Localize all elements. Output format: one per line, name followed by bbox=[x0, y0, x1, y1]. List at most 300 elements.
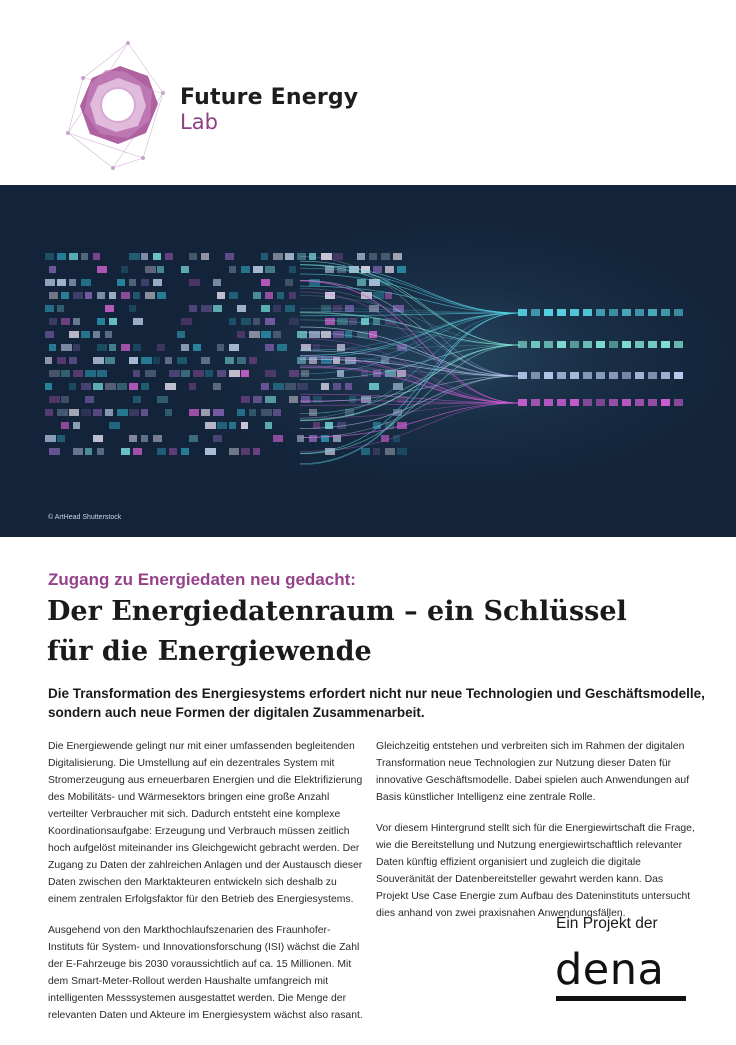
output-block bbox=[544, 399, 553, 406]
data-block bbox=[345, 331, 352, 338]
data-block bbox=[205, 448, 216, 455]
data-block bbox=[81, 383, 91, 390]
output-block bbox=[661, 309, 670, 316]
data-block bbox=[261, 331, 271, 338]
output-block bbox=[661, 341, 670, 348]
data-block bbox=[169, 448, 177, 455]
data-block bbox=[57, 279, 66, 286]
data-block bbox=[397, 266, 406, 273]
data-block bbox=[69, 253, 78, 260]
data-block bbox=[217, 292, 225, 299]
output-block bbox=[570, 341, 579, 348]
data-block bbox=[141, 383, 149, 390]
data-block bbox=[229, 266, 236, 273]
data-block bbox=[45, 409, 53, 416]
output-block bbox=[518, 309, 527, 316]
data-block bbox=[189, 435, 198, 442]
data-block bbox=[145, 370, 156, 377]
data-block bbox=[157, 266, 164, 273]
data-block bbox=[265, 396, 276, 403]
data-block bbox=[285, 279, 293, 286]
data-block bbox=[97, 318, 105, 325]
output-block bbox=[544, 372, 553, 379]
data-block bbox=[237, 331, 245, 338]
output-block bbox=[570, 372, 579, 379]
data-block bbox=[141, 435, 148, 442]
data-block bbox=[193, 344, 201, 351]
paragraph: Die Energiewende gelingt nur mit einer umfassenden begleitenden Digitalisierung. Die Umstellung auf ein dezentrales System mit Stromerzeugung aus erneuerbaren Energien und die Elektrifizierung des Mobilitäts- und Wärmesektors bringen eine große Anzahl verteilter Verbraucher mit sich. Dadurch entsteht eine komplexe Koordinationsaufgabe: Erzeugung und Verbrauch müssen zeitlich hoch aufgelöst miteinander ins Gleichgewicht gebracht werden. Der Zugang zu Daten der zahlreichen Anlagen und der Austausch dieser Daten zwischen den Marktakteuren entwickeln sich deshalb zu einem zentralen Erfolgsfaktor für den Betrieb des Energiesystems. bbox=[48, 741, 363, 905]
data-block bbox=[253, 266, 263, 273]
data-block bbox=[237, 409, 245, 416]
data-block bbox=[189, 409, 199, 416]
data-block bbox=[393, 305, 404, 312]
brand-sub: Lab bbox=[180, 110, 218, 134]
data-block bbox=[105, 383, 116, 390]
data-block bbox=[237, 357, 246, 364]
data-block bbox=[61, 396, 69, 403]
data-block bbox=[201, 357, 210, 364]
data-block bbox=[49, 370, 60, 377]
output-block bbox=[570, 309, 579, 316]
data-block bbox=[225, 357, 234, 364]
data-block bbox=[345, 383, 352, 390]
data-block bbox=[133, 318, 143, 325]
data-block bbox=[325, 422, 333, 429]
data-block bbox=[81, 331, 90, 338]
data-block bbox=[97, 292, 105, 299]
data-block bbox=[45, 253, 54, 260]
data-block bbox=[217, 344, 224, 351]
data-block bbox=[97, 344, 107, 351]
output-block bbox=[661, 399, 670, 406]
output-block bbox=[609, 372, 618, 379]
data-block bbox=[157, 396, 168, 403]
data-block bbox=[181, 448, 189, 455]
data-block bbox=[241, 370, 249, 377]
data-block bbox=[45, 357, 52, 364]
data-block bbox=[73, 318, 80, 325]
data-block bbox=[273, 435, 283, 442]
output-block bbox=[622, 372, 631, 379]
data-block bbox=[241, 266, 250, 273]
output-block bbox=[531, 309, 540, 316]
data-block bbox=[237, 305, 246, 312]
data-block bbox=[105, 331, 112, 338]
data-block bbox=[265, 422, 272, 429]
data-block bbox=[289, 318, 299, 325]
future-energy-lab-logo-icon bbox=[58, 38, 178, 173]
output-block bbox=[648, 399, 657, 406]
data-block bbox=[333, 383, 341, 390]
data-block bbox=[265, 344, 274, 351]
data-block bbox=[57, 305, 64, 312]
data-block bbox=[97, 448, 104, 455]
data-block bbox=[45, 435, 56, 442]
data-block bbox=[133, 344, 141, 351]
output-block bbox=[596, 372, 605, 379]
data-block bbox=[321, 331, 331, 338]
data-block bbox=[141, 357, 152, 364]
data-block bbox=[393, 383, 403, 390]
data-block bbox=[301, 370, 309, 377]
data-block bbox=[189, 383, 196, 390]
data-block bbox=[157, 448, 166, 455]
data-block bbox=[133, 448, 142, 455]
data-block bbox=[321, 383, 329, 390]
data-block bbox=[85, 448, 92, 455]
output-block bbox=[648, 372, 657, 379]
output-block bbox=[622, 399, 631, 406]
data-block bbox=[273, 253, 283, 260]
output-block bbox=[583, 309, 592, 316]
data-block bbox=[129, 279, 136, 286]
data-block bbox=[121, 266, 128, 273]
data-block bbox=[273, 383, 284, 390]
output-block bbox=[583, 399, 592, 406]
data-block bbox=[225, 253, 234, 260]
output-block bbox=[648, 341, 657, 348]
data-block bbox=[201, 305, 212, 312]
data-block bbox=[285, 305, 295, 312]
data-block bbox=[57, 253, 66, 260]
data-block bbox=[49, 292, 58, 299]
output-block bbox=[661, 372, 670, 379]
data-block bbox=[277, 344, 287, 351]
data-block bbox=[229, 370, 240, 377]
data-block bbox=[193, 370, 204, 377]
data-block bbox=[117, 383, 127, 390]
data-block bbox=[285, 383, 296, 390]
data-block bbox=[85, 370, 96, 377]
data-flow-illustration bbox=[0, 185, 736, 537]
output-block bbox=[544, 341, 553, 348]
data-block bbox=[45, 383, 52, 390]
dena-logo-bar bbox=[556, 996, 686, 1001]
data-block bbox=[309, 435, 317, 442]
data-block bbox=[265, 266, 275, 273]
data-block bbox=[57, 357, 66, 364]
data-block bbox=[289, 396, 298, 403]
data-block bbox=[117, 409, 128, 416]
data-block bbox=[181, 266, 189, 273]
data-block bbox=[85, 396, 94, 403]
data-block bbox=[249, 409, 256, 416]
data-block bbox=[73, 370, 83, 377]
output-block bbox=[531, 341, 540, 348]
data-block bbox=[133, 292, 140, 299]
image-credit: © ArtHead Shutterstock bbox=[48, 514, 122, 521]
data-block bbox=[141, 253, 148, 260]
data-block bbox=[133, 396, 141, 403]
headline-line-1: Der Energiedatenraum – ein Schlüssel bbox=[47, 596, 627, 627]
data-block bbox=[61, 344, 72, 351]
output-block bbox=[518, 399, 527, 406]
output-block bbox=[518, 341, 527, 348]
data-block bbox=[121, 292, 130, 299]
data-block bbox=[129, 383, 138, 390]
data-block bbox=[129, 305, 136, 312]
data-block bbox=[261, 409, 272, 416]
data-block bbox=[73, 292, 83, 299]
data-block bbox=[69, 383, 76, 390]
data-block bbox=[241, 318, 251, 325]
data-block bbox=[265, 292, 273, 299]
data-block bbox=[229, 318, 236, 325]
data-block bbox=[133, 370, 140, 377]
data-block bbox=[373, 448, 380, 455]
dena-logo: dena bbox=[555, 945, 665, 995]
output-block bbox=[674, 372, 683, 379]
data-block bbox=[153, 435, 162, 442]
data-block bbox=[213, 305, 222, 312]
data-block bbox=[273, 305, 281, 312]
data-block bbox=[57, 435, 65, 442]
data-block bbox=[129, 409, 139, 416]
headline-line-2: für die Energiewende bbox=[47, 636, 372, 667]
paragraph: Gleichzeitig entstehen und verbreiten sich im Rahmen der digitalen Transformation neue Technologien zur Nutzung dieser Daten für innovative Geschäftsmodelle. Dabei spielen auch Anwendungen auf Basis künstlicher Intelligenz eine zentrale Rolle. bbox=[376, 741, 690, 803]
data-block bbox=[45, 331, 54, 338]
data-block bbox=[49, 318, 57, 325]
output-block bbox=[531, 372, 540, 379]
output-block bbox=[622, 341, 631, 348]
data-block bbox=[385, 266, 394, 273]
data-block bbox=[205, 422, 216, 429]
data-block bbox=[141, 279, 149, 286]
data-block bbox=[361, 448, 370, 455]
data-block bbox=[153, 253, 161, 260]
data-block bbox=[325, 318, 335, 325]
output-block bbox=[674, 399, 683, 406]
data-block bbox=[81, 279, 91, 286]
body-column-right bbox=[376, 738, 696, 936]
data-block bbox=[177, 357, 187, 364]
output-block bbox=[648, 309, 657, 316]
data-block bbox=[105, 409, 113, 416]
data-block bbox=[109, 344, 116, 351]
data-block bbox=[157, 292, 166, 299]
data-block bbox=[141, 409, 148, 416]
data-block bbox=[297, 383, 308, 390]
data-block bbox=[121, 448, 130, 455]
data-block bbox=[81, 409, 91, 416]
data-block bbox=[357, 279, 366, 286]
data-block bbox=[201, 409, 210, 416]
data-block bbox=[289, 370, 299, 377]
data-block bbox=[309, 331, 320, 338]
data-block bbox=[153, 279, 162, 286]
data-block bbox=[81, 253, 88, 260]
data-block bbox=[241, 422, 248, 429]
data-block bbox=[129, 357, 138, 364]
output-block bbox=[518, 372, 527, 379]
data-block bbox=[213, 279, 221, 286]
data-block bbox=[309, 409, 317, 416]
data-block bbox=[265, 370, 276, 377]
data-block bbox=[165, 253, 173, 260]
data-block bbox=[253, 396, 262, 403]
data-block bbox=[385, 448, 395, 455]
data-block bbox=[69, 409, 79, 416]
data-block bbox=[57, 409, 68, 416]
data-block bbox=[105, 305, 114, 312]
data-block bbox=[93, 383, 103, 390]
output-block bbox=[635, 399, 644, 406]
output-block bbox=[596, 399, 605, 406]
data-block bbox=[369, 383, 379, 390]
data-block bbox=[121, 344, 130, 351]
data-block bbox=[145, 292, 155, 299]
data-block bbox=[49, 344, 56, 351]
data-block bbox=[289, 266, 296, 273]
data-block bbox=[213, 383, 221, 390]
data-block bbox=[381, 253, 390, 260]
output-block bbox=[596, 341, 605, 348]
hero-image bbox=[0, 185, 736, 537]
data-block bbox=[69, 331, 79, 338]
data-block bbox=[273, 409, 281, 416]
data-block bbox=[361, 396, 371, 403]
data-block bbox=[69, 357, 77, 364]
output-block bbox=[635, 372, 644, 379]
data-block bbox=[109, 422, 120, 429]
body-column-left bbox=[48, 738, 366, 1038]
data-block bbox=[261, 279, 270, 286]
data-block bbox=[261, 305, 270, 312]
data-block bbox=[109, 318, 117, 325]
data-block bbox=[373, 266, 382, 273]
data-block bbox=[201, 253, 209, 260]
data-block bbox=[61, 318, 70, 325]
data-block bbox=[165, 383, 176, 390]
paragraph: Vor diesem Hintergrund stellt sich für die Energiewirtschaft die Frage, wie die Bereitstellung und Nutzung energiewirtschaftlich relevanter Daten künftig effizient organisiert und zugleich die digitale Souveränität der Datenbereitsteller gewahrt werden kann. Das Projekt Use Case Energie zum Aufbau des Dateninstituts untersucht dies anhand von zwei praxisnahen Anwendungsfällen. bbox=[376, 823, 695, 919]
data-block bbox=[177, 331, 185, 338]
output-block bbox=[583, 372, 592, 379]
data-block bbox=[189, 279, 200, 286]
data-block bbox=[145, 266, 156, 273]
data-block bbox=[45, 305, 54, 312]
data-block bbox=[181, 370, 190, 377]
data-block bbox=[253, 448, 260, 455]
data-block bbox=[217, 422, 227, 429]
output-block bbox=[609, 309, 618, 316]
data-block bbox=[217, 370, 226, 377]
data-block bbox=[93, 253, 100, 260]
data-block bbox=[69, 279, 76, 286]
output-block bbox=[544, 309, 553, 316]
data-block bbox=[61, 370, 70, 377]
data-block bbox=[229, 344, 239, 351]
data-block bbox=[49, 266, 56, 273]
data-block bbox=[129, 435, 137, 442]
data-block bbox=[181, 318, 192, 325]
output-block bbox=[531, 399, 540, 406]
data-block bbox=[397, 448, 407, 455]
data-block bbox=[49, 448, 60, 455]
data-block bbox=[61, 422, 69, 429]
data-block bbox=[105, 357, 115, 364]
data-block bbox=[309, 279, 320, 286]
output-block bbox=[557, 341, 566, 348]
data-block bbox=[93, 357, 104, 364]
data-block bbox=[165, 357, 172, 364]
data-block bbox=[165, 409, 172, 416]
brand-name: Future Energy bbox=[180, 85, 359, 110]
data-block bbox=[297, 331, 307, 338]
data-block bbox=[229, 448, 239, 455]
data-block bbox=[49, 396, 60, 403]
data-block bbox=[61, 292, 69, 299]
data-block bbox=[357, 253, 365, 260]
data-block bbox=[369, 253, 377, 260]
data-block bbox=[189, 253, 197, 260]
data-block bbox=[85, 292, 92, 299]
output-block bbox=[570, 399, 579, 406]
data-block bbox=[117, 279, 125, 286]
data-block bbox=[93, 409, 102, 416]
data-block bbox=[333, 253, 343, 260]
data-block bbox=[393, 253, 402, 260]
data-block bbox=[213, 409, 224, 416]
data-block bbox=[285, 253, 294, 260]
data-block bbox=[73, 344, 80, 351]
output-block bbox=[674, 341, 683, 348]
data-block bbox=[205, 370, 213, 377]
data-block bbox=[253, 292, 261, 299]
output-block bbox=[583, 341, 592, 348]
data-block bbox=[229, 292, 238, 299]
data-block bbox=[277, 292, 284, 299]
data-block bbox=[97, 266, 107, 273]
output-block bbox=[674, 309, 683, 316]
data-block bbox=[73, 422, 80, 429]
data-block bbox=[241, 396, 250, 403]
data-block bbox=[45, 279, 55, 286]
data-block bbox=[261, 253, 268, 260]
data-block bbox=[213, 435, 222, 442]
data-block bbox=[73, 448, 83, 455]
partner-label: Ein Projekt der bbox=[556, 915, 658, 932]
data-block bbox=[129, 253, 140, 260]
data-block bbox=[361, 318, 369, 325]
data-block bbox=[169, 370, 180, 377]
data-block bbox=[229, 422, 236, 429]
output-block bbox=[635, 341, 644, 348]
data-block bbox=[289, 292, 296, 299]
data-block bbox=[109, 292, 116, 299]
output-block bbox=[557, 372, 566, 379]
data-block bbox=[93, 435, 103, 442]
data-block bbox=[249, 331, 260, 338]
data-block bbox=[265, 318, 275, 325]
output-block bbox=[557, 309, 566, 316]
data-block bbox=[97, 370, 107, 377]
data-block bbox=[249, 357, 257, 364]
data-block bbox=[93, 331, 100, 338]
page-title bbox=[47, 592, 707, 672]
output-block bbox=[622, 309, 631, 316]
output-block bbox=[609, 399, 618, 406]
data-block bbox=[241, 448, 250, 455]
output-block bbox=[609, 341, 618, 348]
paragraph: Ausgehend von den Markthochlaufszenarien des Fraunhofer-Instituts für System- und Innovationsforschung (ISI) wächst die Zahl der E-Fahrzeuge bis 2030 voraussichtlich auf ca. 15 Millionen. Mit dem Smart-Meter-Rollout werden Haushalte umfangreich mit intelligenten Messsystemen ausgestattet werden. Die Menge der relevanten Daten und Akteure im Energiesystem wächst also rasant. bbox=[48, 925, 363, 1021]
data-block bbox=[253, 318, 260, 325]
output-block bbox=[557, 399, 566, 406]
data-block bbox=[153, 357, 160, 364]
data-block bbox=[261, 383, 269, 390]
article-kicker: Zugang zu Energiedaten neu gedacht: bbox=[48, 570, 356, 589]
data-block bbox=[157, 344, 165, 351]
data-block bbox=[273, 331, 281, 338]
